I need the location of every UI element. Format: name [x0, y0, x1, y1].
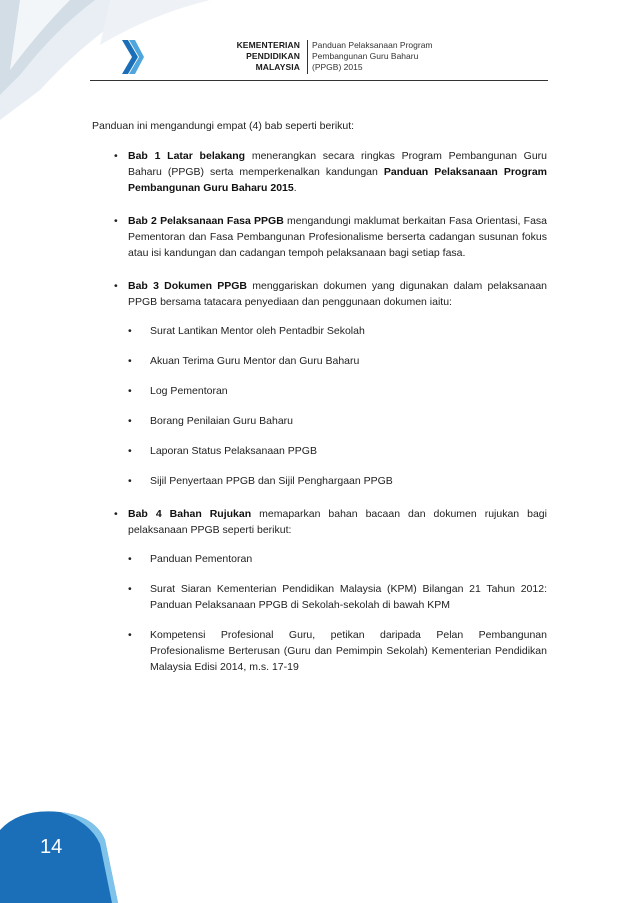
- intro-paragraph: Panduan ini mengandungi empat (4) bab seperti berikut:: [92, 120, 355, 132]
- guide-title: [312, 40, 512, 73]
- chapter-title: Bab 4 Bahan Rujukan: [128, 508, 252, 520]
- list-item: [128, 473, 547, 489]
- bullet: •: [114, 280, 118, 292]
- list-item-text: Laporan Status Pelaksanaan PPGB: [150, 445, 317, 457]
- guide-title-line: (PPGB) 2015: [312, 62, 363, 72]
- list-item-text: Akuan Terima Guru Mentor dan Guru Baharu: [150, 355, 360, 367]
- page-number: 14: [40, 836, 63, 858]
- bullet: •: [128, 553, 132, 565]
- sentence-end: .: [293, 182, 297, 194]
- chapter-item: [92, 506, 547, 675]
- document-list: [128, 323, 547, 489]
- list-item: [128, 551, 547, 567]
- page-header: [90, 40, 550, 80]
- bullet: •: [128, 475, 132, 487]
- ministry-chevron-logo-icon: [120, 40, 144, 74]
- list-item: [128, 581, 547, 613]
- guide-title-line: Panduan Pelaksanaan Program: [312, 40, 433, 50]
- list-item: [128, 413, 547, 429]
- bullet: •: [128, 445, 132, 457]
- bullet: •: [128, 629, 132, 641]
- chapter-title: Bab 1 Latar belakang: [128, 150, 246, 162]
- bullet: •: [128, 355, 132, 367]
- chapter-text: memaparkan bahan bacaan dan dokumen rujukan bagi pelaksanaan PPGB seperti berikut:: [128, 508, 547, 536]
- list-item: [128, 323, 547, 339]
- list-item-text: Panduan Pementoran: [150, 553, 253, 565]
- header-divider: [307, 40, 308, 74]
- chapter-text: menggariskan dokumen yang digunakan dalam pelaksanaan PPGB bersama tatacara penyediaan dan penggunaan dokumen iaitu:: [128, 280, 548, 308]
- chapter-text: mengandungi maklumat berkaitan Fasa Orientasi, Fasa Pementoran dan Fasa Pembangunan Profesionalisme berserta cadangan susunan fokus atau isi kandungan dan cadangan tempoh pelaksanaan bagi setiap fasa.: [128, 215, 547, 259]
- chapter-title: Bab 2 Pelaksanaan Fasa PPGB: [128, 215, 284, 227]
- ministry-line: KEMENTERIAN: [236, 40, 300, 50]
- bullet: •: [114, 150, 118, 162]
- list-item-text: Sijil Penyertaan PPGB dan Sijil Penghargaan PPGB: [150, 475, 393, 487]
- list-item-text: Kompetensi Profesional Guru, petikan daripada Pelan Pembangunan Profesionalisme Berterusan (Guru dan Pemimpin Sekolah) Kementerian Pendidikan Malaysia Edisi 2014, m.s. 17-19: [150, 629, 547, 673]
- list-item: [128, 627, 547, 675]
- bullet: •: [128, 415, 132, 427]
- chapter-list: [92, 148, 547, 675]
- list-item: [128, 443, 547, 459]
- chapter-item: [92, 213, 547, 261]
- list-item: [128, 383, 547, 399]
- bullet: •: [114, 508, 118, 520]
- page-content: [92, 118, 547, 692]
- bullet: •: [128, 583, 132, 595]
- chapter-item: [92, 148, 547, 196]
- guide-name-bold: Panduan Pelaksanaan Program Pembangunan Guru Baharu 2015: [128, 166, 547, 194]
- list-item-text: Surat Siaran Kementerian Pendidikan Malaysia (KPM) Bilangan 21 Tahun 2012: Panduan Pelaksanaan PPGB di Sekolah-sekolah di bawah KPM: [150, 583, 547, 611]
- list-item-text: Surat Lantikan Mentor oleh Pentadbir Sekolah: [150, 325, 365, 337]
- list-item-text: Log Pementoran: [150, 385, 228, 397]
- ministry-name: [148, 40, 300, 73]
- bullet: •: [114, 215, 118, 227]
- reference-list: [128, 551, 547, 675]
- ministry-line: MALAYSIA: [255, 62, 300, 72]
- header-rule: [90, 80, 548, 81]
- list-item: [128, 353, 547, 369]
- ministry-line: PENDIDIKAN: [246, 51, 300, 61]
- chapter-title: Bab 3 Dokumen PPGB: [128, 280, 248, 292]
- bullet: •: [128, 325, 132, 337]
- chapter-item: [92, 278, 547, 489]
- guide-title-line: Pembangunan Guru Baharu: [312, 51, 419, 61]
- list-item-text: Borang Penilaian Guru Baharu: [150, 415, 294, 427]
- chapter-text: menerangkan secara ringkas Program Pembangunan Guru Baharu (PPGB) serta memperkenalkan kandungan: [128, 150, 547, 178]
- bullet: •: [128, 385, 132, 397]
